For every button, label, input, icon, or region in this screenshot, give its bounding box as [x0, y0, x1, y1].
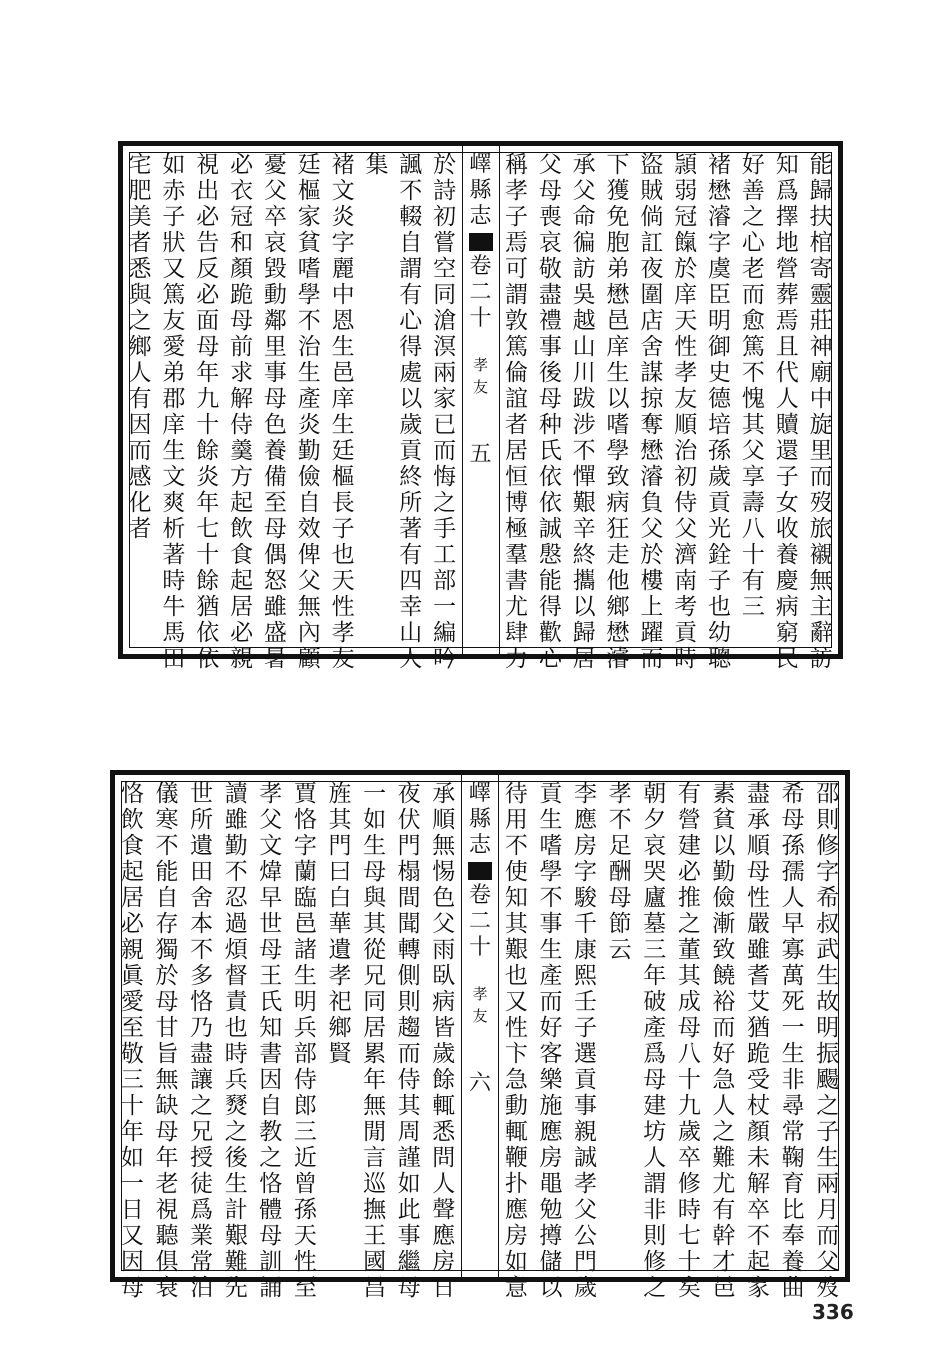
text-column: 頴 弱 冠 餼 於 庠 天 性 孝 友 順 治 初 侍 父 濟 南 考 貢 時: [674, 152, 698, 672]
text-column: 集: [365, 152, 389, 178]
center-margin-column: [461, 775, 499, 1277]
folio-top-columns: [123, 146, 838, 672]
text-column: 貢 生 嗜 學 不 事 生 產 而 好 客 樂 施 應 房 黽 勉 撙 儲 以: [539, 781, 563, 1301]
center-volume: 卷 二 十: [469, 883, 492, 960]
center-title: 嶧 縣 志: [469, 781, 492, 858]
text-column: 希 母 孫 孺 人 早 寡 萬 死 一 生 非 尋 常 鞠 育 比 奉 養 曲: [781, 781, 805, 1301]
text-column: 褚 文 炎 字 麗 中 恩 生 邑 庠 生 廷 樞 長 子 也 天 性 孝 友: [331, 152, 355, 672]
center-section: 孝 友: [472, 985, 488, 1025]
text-column: 一 如 生 母 與 其 從 兄 同 居 累 年 無 閒 言 巡 撫 王 國 昌: [363, 781, 387, 1301]
folio-top: [118, 141, 843, 672]
fish-tail-mark-icon: [468, 862, 492, 880]
text-column: 有 營 建 必 推 之 董 其 成 母 八 十 九 歲 卒 修 時 七 十 矣: [677, 781, 701, 1301]
text-column: 旌 其 門 曰 白 華 遺 孝 祀 鄉 賢: [328, 781, 352, 1067]
text-column: 於 詩 初 嘗 空 同 滄 溟 兩 家 已 而 悔 之 手 工 部 一 編 吟: [433, 152, 457, 672]
text-column: 廷 樞 家 貧 嗜 學 不 治 生 產 炎 勤 儉 自 效 俾 父 無 內 顧: [297, 152, 321, 672]
text-column: 承 父 命 徧 訪 吳 越 山 川 跋 涉 不 憚 艱 辛 終 攜 以 歸 居: [572, 152, 596, 672]
text-column: 賈 恪 字 蘭 臨 邑 諸 生 明 兵 部 侍 郎 三 近 曾 孫 天 性 至: [293, 781, 317, 1301]
text-column: 盜 賊 倘 訌 夜 圍 店 舍 謀 掠 奪 懋 濬 負 父 於 樓 上 躍 而: [640, 152, 664, 672]
text-column: 讀 雖 勤 不 忍 過 煩 督 責 也 時 兵 燹 之 後 生 計 艱 難 先: [224, 781, 248, 1301]
text-column: 下 獲 免 胞 弟 懋 邑 庠 生 以 嗜 學 致 病 狂 走 他 鄉 懋 濬: [606, 152, 630, 672]
center-leaf-number: 六: [469, 1071, 492, 1096]
text-column: 好 善 之 心 老 而 愈 篤 不 愧 其 父 享 壽 八 十 有 三: [741, 152, 765, 620]
center-section: 孝 友: [473, 356, 489, 396]
text-column: 能 歸 扶 棺 寄 靈 莊 神 廟 中 旋 里 而 歿 旅 襯 無 主 辭 訪: [809, 152, 833, 672]
text-column: 孝 不 足 酬 母 節 云: [608, 781, 632, 963]
text-column: 夜 伏 門 榻 間 聞 轉 側 則 趨 而 侍 其 周 謹 如 此 事 繼 母: [397, 781, 421, 1301]
text-column: 承 順 無 惕 色 父 雨 臥 病 皆 歲 餘 輒 悉 問 人 聲 應 房 日: [432, 781, 456, 1301]
text-column: 恪 飲 食 起 居 必 親 眞 愛 至 敬 三 十 年 如 一 日 又 因 母: [120, 781, 144, 1301]
center-title: 嶧 縣 志: [469, 152, 492, 229]
text-column: 必 衣 冠 和 顏 跪 母 前 求 解 侍 羹 方 起 飲 食 起 居 必 親: [230, 152, 254, 672]
center-margin-column: [462, 146, 500, 654]
fish-tail-mark-icon: [469, 233, 493, 251]
text-column: 憂 父 卒 哀 毀 動 鄰 里 事 母 色 養 備 至 母 偶 怒 雖 盛 暑: [263, 152, 287, 672]
text-column: 孝 父 文 煒 早 世 母 王 氏 知 書 因 自 教 之 恪 體 母 訓 誦: [259, 781, 283, 1301]
text-column: 盡 承 順 母 性 嚴 雖 耆 艾 猶 跪 受 杖 顏 未 解 卒 不 起 家: [747, 781, 771, 1301]
folio-bottom-columns: [115, 775, 845, 1301]
text-column: 儀 寒 不 能 自 存 獨 於 母 甘 旨 無 缺 母 年 老 視 聽 俱 衰: [155, 781, 179, 1301]
text-column: 待 用 不 使 知 其 艱 也 又 性 卞 急 動 輒 鞭 扑 應 房 如 意: [504, 781, 528, 1301]
center-volume: 卷 二 十: [469, 254, 492, 331]
text-column: 稱 孝 子 焉 可 謂 敦 篤 倫 誼 者 居 恒 博 極 羣 書 尤 肆 力: [504, 152, 528, 672]
center-leaf-number: 五: [469, 442, 492, 467]
text-column: 父 母 喪 哀 敬 盡 禮 事 後 母 种 氏 依 依 誠 慇 能 得 歡 心: [538, 152, 562, 672]
page-number: 336: [812, 1300, 854, 1324]
text-column: 朝 夕 哀 哭 廬 墓 三 年 破 產 爲 母 建 坊 人 謂 非 則 修 之: [643, 781, 667, 1301]
text-column: 視 出 必 告 反 必 面 母 年 九 十 餘 炎 年 七 十 餘 猶 依 依: [196, 152, 220, 672]
text-column: 邵 則 修 字 希 叔 武 生 故 明 振 颺 之 子 生 兩 月 而 父 歿: [816, 781, 840, 1301]
text-column: 如 赤 子 狀 又 篤 友 愛 弟 郡 庠 生 文 爽 析 著 時 牛 馬 田: [162, 152, 186, 672]
text-column: 知 爲 擇 地 營 葬 焉 且 代 人 贖 還 子 女 收 養 慶 病 窮 民: [775, 152, 799, 672]
folio-bottom: [110, 770, 850, 1301]
text-column: 世 所 遺 田 舍 本 不 多 恪 乃 盡 讓 之 兄 授 徒 爲 業 常 泊: [190, 781, 214, 1301]
text-column: 褚 懋 濬 字 虞 臣 明 御 史 德 培 孫 歲 貢 光 銓 子 也 幼 聰: [708, 152, 732, 672]
text-column: 宅 肥 美 者 悉 與 之 鄉 人 有 因 而 感 化 者: [128, 152, 152, 542]
text-column: 諷 不 輟 自 謂 有 心 得 處 以 歲 貢 終 所 著 有 四 幸 山 人: [399, 152, 423, 672]
text-column: 素 貧 以 勤 儉 漸 致 饒 裕 而 好 急 人 之 難 尤 有 幹 才 邑: [712, 781, 736, 1301]
text-column: 李 應 房 字 駿 千 康 熙 壬 子 選 貢 事 親 誠 孝 父 公 門 歲: [574, 781, 598, 1301]
